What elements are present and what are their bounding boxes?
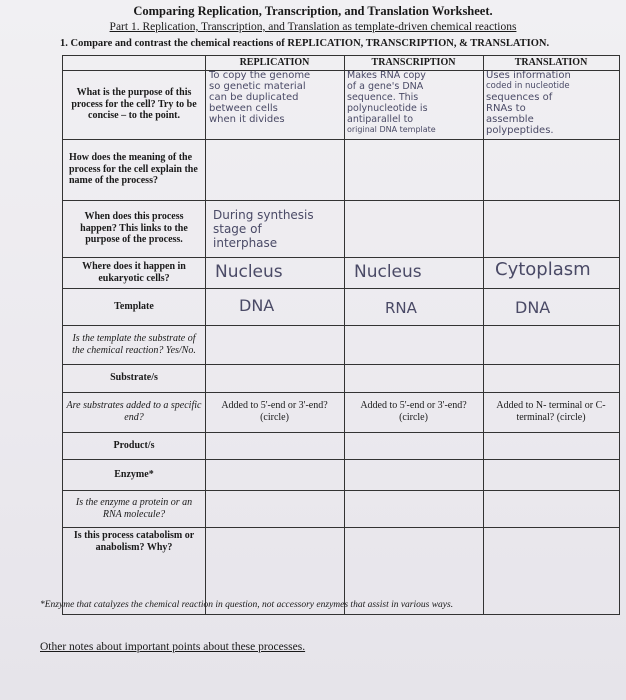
row-label-enzyme-type: Is the enzyme a protein or an RNA molecule?	[75, 496, 193, 520]
header-replication: REPLICATION	[239, 57, 310, 69]
handwriting-line: so genetic material	[209, 81, 306, 92]
handwriting-line: RNAs to	[486, 103, 526, 114]
handwriting-line: Makes RNA copy	[347, 70, 426, 81]
handwriting-line: between cells	[209, 103, 278, 114]
row-label-catabolism: Is this process catabolism or anabolism? Why?	[73, 530, 195, 553]
handwriting-where-transcription: Nucleus	[354, 262, 422, 282]
handwriting-where-replication: Nucleus	[215, 262, 283, 282]
handwriting-line: sequence. This	[347, 92, 419, 103]
worksheet-title: Comparing Replication, Transcription, and Translation Worksheet.	[133, 4, 493, 18]
row-label-template-substrate: Is the template the substrate of the chemical reaction? Yes/No.	[72, 332, 196, 356]
handwriting-line: To copy the genome	[209, 70, 311, 81]
handwriting-line: when it divides	[209, 114, 285, 125]
row-label-meaning: How does the meaning of the process for the cell explain the name of the process?	[69, 151, 198, 187]
row-label-when: When does this process happen? This links to the purpose of the process.	[80, 210, 188, 246]
row-label-substrates: Substrate/s	[110, 372, 158, 384]
added-to-prompt-translation: Added to N- terminal or C-terminal? (circle)	[496, 400, 606, 423]
handwriting-line: assemble	[486, 114, 534, 125]
handwriting-line: sequences of	[486, 92, 553, 103]
question-text: 1. Compare and contrast the chemical reactions of REPLICATION, TRANSCRIPTION, & TRANSLATION.	[60, 38, 550, 49]
handwriting-line: antiparallel to	[347, 114, 414, 125]
row-label-template: Template	[114, 300, 154, 312]
enzyme-footnote: *Enzyme that catalyzes the chemical reaction in question, not accessory enzymes that assist in various ways.	[40, 600, 454, 610]
handwriting-line: interphase	[213, 236, 278, 250]
handwriting-line: During synthesis	[213, 208, 314, 222]
handwriting-line: of a gene's DNA	[347, 81, 424, 92]
row-label-added-to: Are substrates added to a specific end?	[66, 400, 202, 423]
handwriting-line: original DNA template	[347, 125, 436, 134]
handwriting-template-transcription: RNA	[385, 299, 417, 317]
header-transcription: TRANSCRIPTION	[371, 57, 456, 69]
row-label-purpose: What is the purpose of this process for the cell? Try to be concise – to the point.	[71, 86, 197, 122]
handwriting-line: polypeptides.	[486, 125, 554, 136]
handwriting-line: stage of	[213, 222, 262, 236]
handwriting-line: polynucleotide is	[347, 103, 428, 114]
handwriting-line: coded in nucleotide	[486, 81, 570, 91]
added-to-prompt-transcription: Added to 5'-end or 3'-end? (circle)	[360, 400, 467, 423]
other-notes-heading: Other notes about important points about these processes.	[40, 641, 306, 653]
row-label-where: Where does it happen in eukaryotic cells?	[82, 260, 186, 284]
part-title: Part 1. Replication, Transcription, and Translation as template-driven chemical reactions	[109, 21, 517, 33]
added-to-prompt-replication: Added to 5'-end or 3'-end? (circle)	[221, 400, 328, 423]
comparison-table	[62, 55, 620, 615]
handwriting-line: Uses information	[486, 70, 571, 81]
handwriting-template-translation: DNA	[515, 298, 551, 317]
row-label-enzyme: Enzyme*	[114, 468, 154, 480]
row-label-products: Product/s	[113, 439, 155, 451]
handwriting-line: can be duplicated	[209, 92, 299, 103]
handwriting-where-translation: Cytoplasm	[495, 259, 591, 280]
header-translation: TRANSLATION	[514, 57, 588, 69]
handwriting-template-replication: DNA	[239, 296, 275, 315]
